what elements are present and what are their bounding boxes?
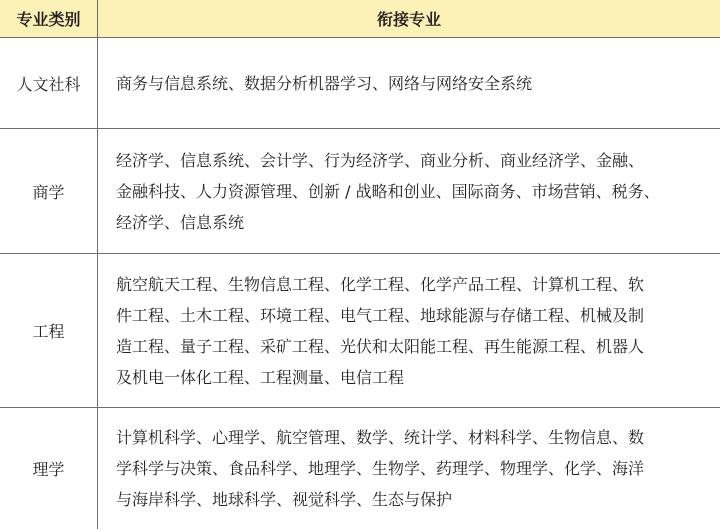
majors-line: 航空航天工程、生物信息工程、化学工程、化学产品工程、计算机工程、软 (116, 274, 645, 294)
header-majors: 衔接专业 (376, 10, 441, 29)
majors-line: 造工程、量子工程、采矿工程、光伏和太阳能工程、再生能源工程、机器人 (116, 336, 645, 356)
category-science: 理学 (32, 460, 65, 479)
majors-line: 商务与信息系统、数据分析机器学习、网络与网络安全系统 (116, 73, 533, 93)
majors-line: 金融科技、人力资源管理、创新 / 战略和创业、国际商务、市场营销、税务、 (116, 181, 660, 201)
category-engineering: 工程 (32, 322, 65, 341)
header-category: 专业类别 (16, 10, 81, 29)
majors-engineering (116, 254, 716, 407)
column-divider (97, 0, 98, 529)
majors-line: 计算机科学、心理学、航空管理、数学、统计学、材料科学、生物信息、数 (116, 428, 645, 447)
majors-line: 经济学、信息系统、会计学、行为经济学、商业分析、商业经济学、金融、 (116, 150, 645, 170)
majors-science (116, 408, 716, 529)
majors-line: 学科学与决策、食品科学、地理学、生物学、药理学、物理学、化学、海洋 (116, 459, 645, 478)
category-business: 商学 (32, 182, 65, 202)
table-header (0, 0, 720, 37)
majors-line: 与海岸科学、地球科学、视觉科学、生态与保护 (116, 490, 453, 509)
majors-business (116, 129, 716, 253)
majors-humanities (116, 38, 716, 128)
majors-line: 及机电一体化工程、工程测量、电信工程 (116, 367, 405, 387)
majors-line: 经济学、信息系统 (116, 212, 245, 232)
majors-line: 件工程、土木工程、环境工程、电气工程、地球能源与存储工程、机械及制 (116, 305, 645, 325)
category-humanities: 人文社科 (16, 74, 81, 94)
